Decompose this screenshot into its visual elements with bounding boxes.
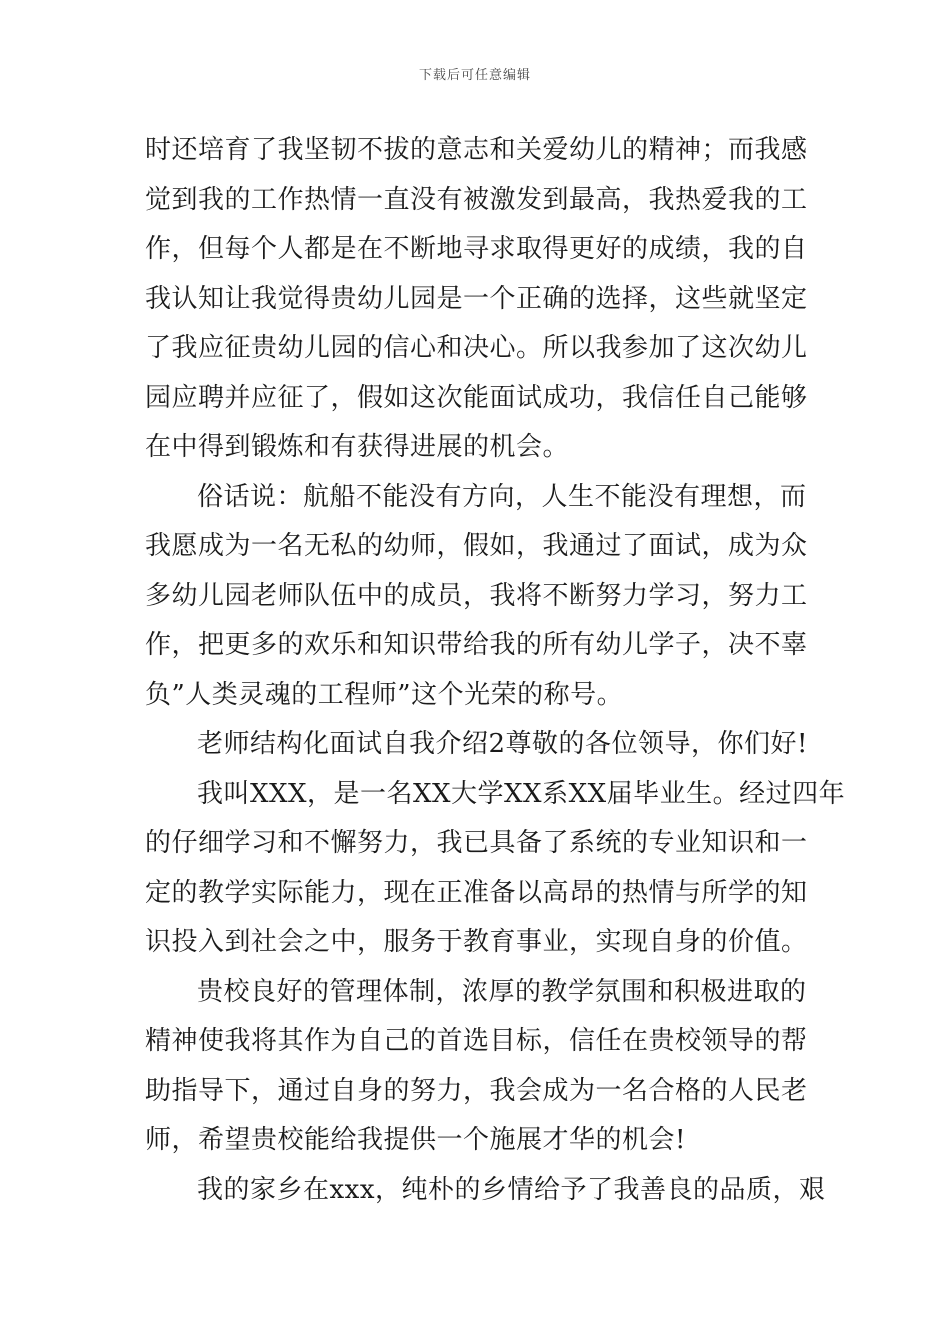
text-line: 觉到我的工作热情一直没有被激发到最高，我热爱我的工 — [145, 184, 808, 215]
text-line: 我的家乡在xxx，纯朴的乡情给予了我善良的品质，艰 — [197, 1174, 826, 1205]
text-line: 作，但每个人都是在不断地寻求取得更好的成绩，我的自 — [145, 234, 808, 264]
text-line: 我叫XXX，是一名XX大学XX系XX届毕业生。经过四年 — [197, 778, 846, 809]
text-line: 老师结构化面试自我介绍2尊敬的各位领导，你们好! — [197, 729, 808, 759]
text-line: 精神使我将其作为自己的首选目标，信任在贵校领导的帮 — [145, 1026, 808, 1056]
text-line: 师，希望贵校能给我提供一个施展才华的机会! — [145, 1125, 686, 1155]
document-body — [145, 126, 846, 1215]
text-line: 负”人类灵魂的工程师”这个光荣的称号。 — [145, 679, 624, 710]
text-line: 识投入到社会之中，服务于教育事业，实现自身的价值。 — [145, 927, 808, 957]
text-line: 作，把更多的欢乐和知识带给我的所有幼儿学子，决不辜 — [145, 630, 808, 660]
page-header: 下载后可任意编辑 — [418, 68, 531, 83]
text-line: 我愿成为一名无私的幼师，假如，我通过了面试，成为众 — [145, 531, 808, 561]
text-line: 俗话说：航船不能没有方向，人生不能没有理想，而 — [197, 481, 807, 512]
text-line: 时还培育了我坚韧不拔的意志和关爱幼儿的精神；而我感 — [145, 135, 808, 165]
text-line: 多幼儿园老师队伍中的成员，我将不断努力学习，努力工 — [145, 580, 808, 611]
text-line: 我认知让我觉得贵幼儿园是一个正确的选择，这些就坚定 — [145, 283, 808, 314]
text-line: 定的教学实际能力，现在正准备以高昂的热情与所学的知 — [145, 877, 808, 908]
text-line: 园应聘并应征了，假如这次能面试成功，我信任自己能够 — [145, 382, 808, 413]
text-line: 的仔细学习和不懈努力，我已具备了系统的专业知识和一 — [145, 828, 808, 858]
text-line: 贵校良好的管理体制，浓厚的教学氛围和积极进取的 — [197, 976, 807, 1007]
text-line: 了我应征贵幼儿园的信心和决心。所以我参加了这次幼儿 — [145, 333, 808, 363]
text-line: 在中得到锻炼和有获得进展的机会。 — [145, 432, 570, 462]
text-line: 助指导下，通过自身的努力，我会成为一名合格的人民老 — [145, 1075, 808, 1106]
